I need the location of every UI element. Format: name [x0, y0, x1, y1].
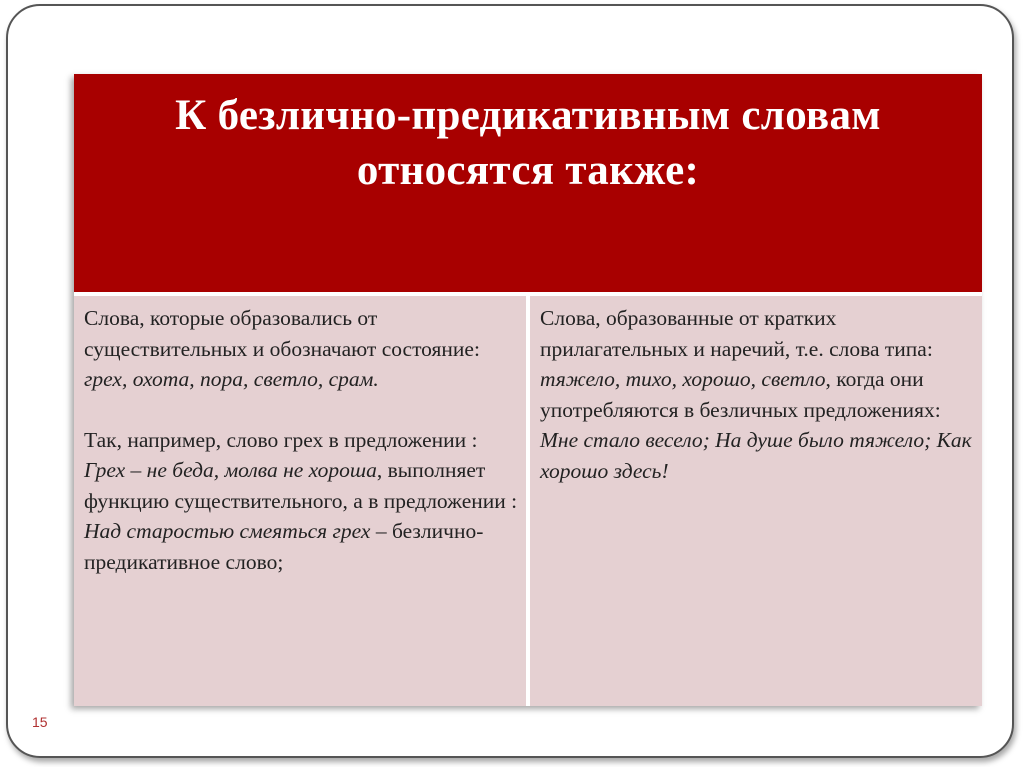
left-cell	[74, 296, 526, 706]
slide-frame	[6, 4, 1014, 758]
slide-title-line-2: относятся также:	[356, 147, 700, 194]
right-text2: , когда они употребляются в безличных предложениях:	[540, 367, 941, 422]
left-p2-text2: , выполняет функцию существительного, а в предложении :	[84, 458, 518, 513]
left-p2-text1: Так, например, слово грех в предложении :	[84, 427, 478, 452]
slide-title-line-1: К безлично-предикативным словам	[175, 92, 881, 139]
right-sentences: Мне стало весело; На душе было тяжело; Как хорошо здесь!	[540, 428, 972, 483]
page-number: 15	[32, 714, 48, 730]
right-examples: тяжело, тихо, хорошо, светло	[540, 367, 826, 391]
left-p1-intro: Слова, которые образовались от существительных и обозначают состояние:	[84, 306, 480, 361]
left-paragraph-2	[84, 425, 518, 578]
right-paragraph	[540, 303, 974, 486]
left-p2-example2: Над старостью смеяться грех	[84, 519, 371, 543]
left-p2-example1: Грех – не беда, молва не хороша	[84, 458, 377, 482]
left-paragraph-1	[84, 303, 518, 395]
content-table	[74, 74, 982, 706]
right-text1: Слова, образованные от кратких прилагательных и наречий, т.е. слова типа:	[540, 306, 933, 361]
right-cell	[530, 296, 982, 706]
left-p2-text3: – безлично-предикативное слово;	[84, 519, 484, 574]
left-p1-examples: грех, охота, пора, светло, срам.	[84, 367, 379, 391]
table-header	[74, 74, 982, 292]
